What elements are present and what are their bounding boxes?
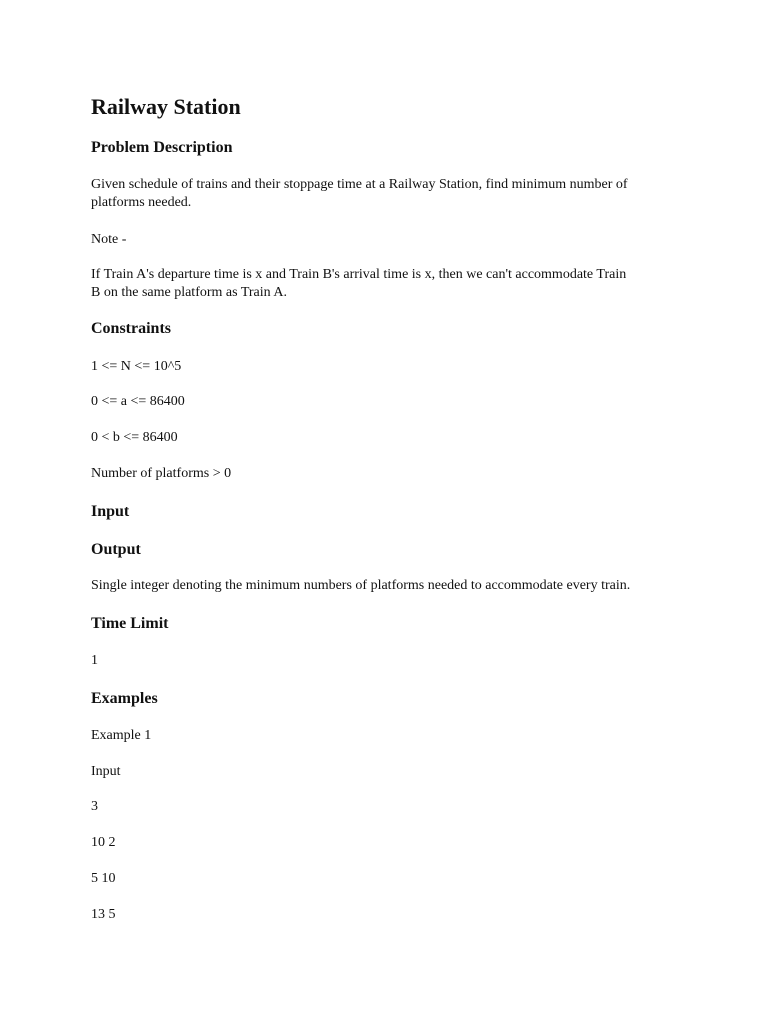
problem-description-heading: Problem Description xyxy=(91,139,233,156)
constraint-item: 0 < b <= 86400 xyxy=(91,430,178,445)
example-input-line: 5 10 xyxy=(91,871,116,886)
constraint-item: 1 <= N <= 10^5 xyxy=(91,359,182,374)
note-label: Note - xyxy=(91,232,127,247)
example-input-line: 3 xyxy=(91,799,98,814)
page-title: Railway Station xyxy=(91,94,241,119)
time-limit-heading: Time Limit xyxy=(91,615,169,632)
constraint-item: 0 <= a <= 86400 xyxy=(91,394,185,409)
note-text-line-2: B on the same platform as Train A. xyxy=(91,285,287,300)
output-heading: Output xyxy=(91,541,141,558)
constraint-item: Number of platforms > 0 xyxy=(91,466,232,481)
examples-heading: Examples xyxy=(91,690,158,707)
example-input-label: Input xyxy=(91,764,121,779)
example-label: Example 1 xyxy=(91,728,152,743)
time-limit-value: 1 xyxy=(91,653,98,668)
example-input-line: 13 5 xyxy=(91,907,116,922)
problem-description-text: Given schedule of trains and their stoppage time at a Railway Station, find minimum number of platforms needed. xyxy=(91,177,628,210)
output-text: Single integer denoting the minimum numbers of platforms needed to accommodate every train. xyxy=(91,578,631,593)
input-heading: Input xyxy=(91,503,130,520)
constraints-heading: Constraints xyxy=(91,320,172,337)
note-text-line-1: If Train A's departure time is x and Train B's arrival time is x, then we can't accommodate Train xyxy=(91,267,627,282)
example-input-line: 10 2 xyxy=(91,835,116,850)
